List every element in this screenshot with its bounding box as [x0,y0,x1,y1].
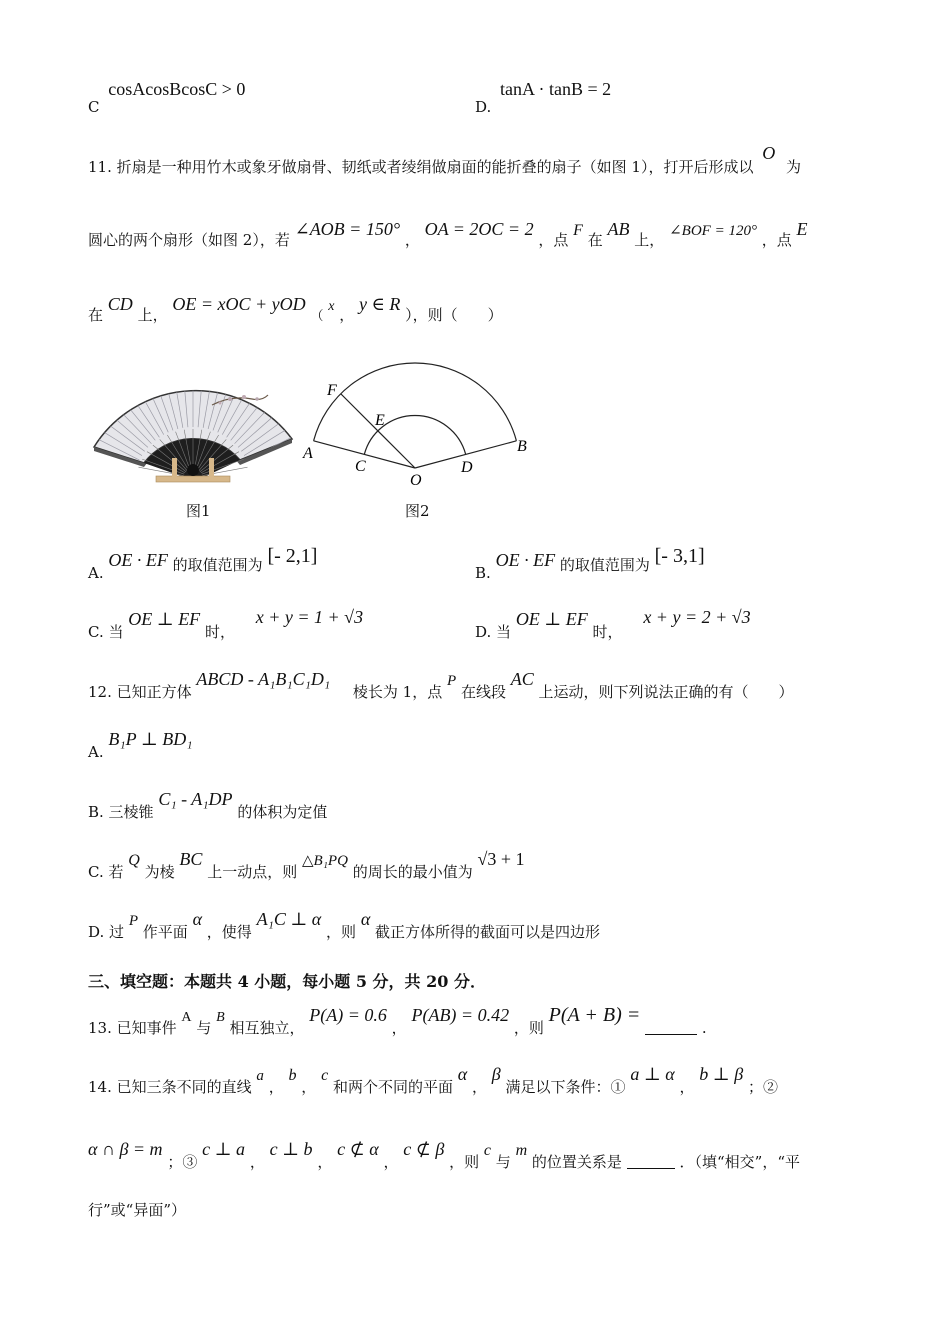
q11-stem-text: 在 [587,231,603,249]
q12-option-d [88,909,601,941]
q11-option-c-text: 时， [204,623,235,641]
q11-stem-text: 11. 折扇是一种用竹木或象牙做扇骨、韧纸或者绫绢做扇面的能折叠的扇子（如图 1），打开后形成以 [88,158,754,176]
q13-text: 与 [196,1019,212,1037]
q12-stem-text: 12. 已知正方体 [88,683,192,701]
fig2-label-b: B [517,438,527,455]
q11-option-d-expr: OE ⊥ EF [515,609,588,629]
q12-option-c-value: √3 + 1 [477,849,525,869]
q13-prob-ab: P(AB) = 0.42 [411,1005,510,1025]
q11-option-c-eq: x + y = 1 + √3 [255,607,364,627]
fig2-label-f: F [327,382,337,399]
q14-plane-alpha: α [457,1064,468,1084]
q14-line1 [88,1064,778,1096]
q14-text: 满足以下条件：① [505,1078,626,1096]
fig2-label-c: C [355,458,366,475]
q11-point-o: O [762,143,776,163]
q14-cond5: c ⊥ b [269,1139,313,1159]
q12-option-c-text: 为棱 [144,863,175,881]
q11-stem-line2 [88,219,808,249]
q13-period: . [701,1019,707,1037]
q12-option-b-label: B. 三棱锥 [88,803,154,821]
q12-stem-text: 在线段 [460,683,506,701]
q11-figure-1-caption: 图1 [186,502,211,520]
q12-option-b-text: 的体积为定值 [237,803,328,821]
q14-comma: ， [317,1153,333,1171]
q11-option-d-text: 时， [592,623,623,641]
fig2-label-d: D [461,459,473,476]
q11-vector-equation: OE = xOC + yOD [172,294,306,314]
q11-figure-2-sectors [295,355,540,495]
q14-line-c: c [483,1142,491,1159]
q11-stem-text: ，点 [761,231,792,249]
q13-event-b: B [216,1010,225,1025]
q12-stem-text: 上运动，则下列说法正确的有（ ） [538,683,794,701]
q13-text: 13. 已知事件 [88,1019,177,1037]
q14-text: 的位置关系是 [531,1153,622,1171]
q14-line-m: m [515,1142,528,1159]
q11-figure-2-caption: 图2 [405,502,430,520]
q11-option-b-range: [- 3,1] [654,545,705,567]
q14-comma: ， [383,1153,399,1171]
fig2-label-o: O [410,472,422,489]
q11-arc-cd: CD [107,294,133,314]
q12-option-d-text: ，使得 [206,923,252,941]
q14-text: 与 [495,1153,511,1171]
q14-line3 [88,1203,186,1218]
q14-cond4: c ⊥ a [202,1139,246,1159]
q11-option-a-label: A. [88,564,104,582]
fig2-segment-fo [341,394,415,468]
q11-var-y-real: y ∈ R [359,294,401,314]
q11-angle-aob: ∠AOB = 150° [294,219,401,239]
q12-segment-ac: AC [510,669,534,689]
q11-option-c-expr: OE ⊥ EF [128,609,201,629]
q11-option-a [88,545,318,582]
q11-option-a-range: [- 2,1] [267,545,318,567]
q10-option-d [475,79,612,116]
q12-option-a-label: A. [88,743,104,761]
q14-comma: ， [471,1078,487,1096]
q14-line-a: a [256,1068,264,1084]
q11-point-e: E [796,219,808,239]
q12-option-a-expr: B₁P ⊥ BD₁ [108,729,193,749]
q12-point-p: P [446,673,457,689]
q13-event-a: A [181,1010,192,1025]
q14-text: ；③ [167,1153,198,1171]
fig2-outer-arc [314,363,517,441]
q14-text: ；② [747,1078,778,1096]
q11-option-a-text: 的取值范围为 [172,556,263,574]
q12-option-c [88,849,525,881]
q11-stem-text: 在 [88,306,104,324]
q14-line-c: c [321,1067,329,1084]
q14-comma: ， [249,1153,265,1171]
q11-option-b-text: 的取值范围为 [559,556,650,574]
q12-option-d-text: ，则 [326,923,357,941]
q11-stem-line1 [88,143,802,176]
q14-line-b: b [288,1067,297,1084]
fig2-label-e: E [375,412,385,429]
q12-option-c-text: 的周长的最小值为 [352,863,473,881]
q11-option-c [88,607,364,641]
q14-text: 14. 已知三条不同的直线 [88,1078,252,1096]
q11-figure-1-fan [92,355,297,485]
q11-arc-ab: AB [607,219,630,239]
q12-option-d-cond: A₁C ⊥ α [256,909,322,929]
q12-triangle: △B₁PQ [302,853,348,869]
q11-stem-text: ，点 [538,231,569,249]
q14-text: 行”或“异面”） [88,1201,187,1219]
q12-option-c-label: C. 若 [88,863,124,881]
q11-option-d-eq: x + y = 2 + √3 [643,607,751,627]
q12-point-q: Q [128,852,140,869]
q13-prob-a: P(A) = 0.6 [309,1005,387,1025]
q12-plane-alpha: α [360,909,371,929]
q12-option-d-text: 作平面 [142,923,188,941]
q13-text: ，则 [513,1019,544,1037]
q12-option-d-label: D. 过 [88,923,125,941]
q11-stem-text: 上， [634,231,665,249]
q14-plane-beta: β [491,1064,501,1084]
q14-text: 和两个不同的平面 [332,1078,453,1096]
q11-comma: ， [404,231,420,249]
q12-stem [88,669,794,701]
q14-answer-blank[interactable] [627,1154,675,1169]
q12-point-p: P [128,913,138,929]
q14-comma: ， [301,1078,317,1096]
q11-option-b-label: B. [475,564,491,582]
q12-option-b [88,789,328,821]
q11-stem-text: 圆心的两个扇形（如图 2），若 [88,231,290,249]
q10-option-d-expr: tanA · tanB = 2 [500,79,612,99]
q12-stem-text: 棱长为 1，点 [352,683,443,701]
q13 [88,1004,707,1037]
q14-comma: ， [268,1078,284,1096]
q14-text: ，则 [449,1153,480,1171]
q11-comma: ， [339,306,355,324]
q12-edge-bc: BC [179,849,203,869]
q11-option-c-label: C. 当 [88,623,124,641]
q10-option-c-label: C [88,98,100,116]
q11-paren: （ [310,309,324,324]
q12-option-b-expr: C₁ - A₁DP [158,789,233,809]
q11-angle-bof: ∠BOF = 120° [669,223,757,239]
section-heading: 三、填空题：本题共 4 小题，每小题 5 分，共 20 分． [88,972,486,991]
q14-cond6: c ⊄ α [337,1139,379,1159]
fig2-label-a: A [303,445,313,462]
q11-stem-text: ），则（ ） [405,306,503,324]
q10-option-c [88,79,246,116]
q10-option-c-expr: cosAcosBcosC > 0 [108,79,246,99]
q14-cond1: a ⊥ α [630,1064,675,1084]
q14-cond2: b ⊥ β [699,1064,744,1084]
q14-comma: ， [679,1078,695,1096]
q11-option-b-expr: OE · EF [495,550,556,570]
q11-var-x: x [328,299,335,314]
q13-ask: P(A + B) = [548,1004,641,1026]
q11-length-oa: OA = 2OC = 2 [424,219,534,239]
q13-text: 相互独立， [229,1019,305,1037]
q12-cube: ABCD - A₁B₁C₁D₁ [196,669,331,689]
q10-option-d-label: D. [475,98,492,116]
q14-text: ．（填“相交”，“平 [679,1153,800,1171]
q14-cond7: c ⊄ β [403,1139,445,1159]
q12-option-c-text: 上一动点，则 [207,863,298,881]
q11-option-d-label: D. 当 [475,623,512,641]
q12-plane-alpha: α [192,909,203,929]
q11-stem-tail: 为 [786,158,802,176]
q13-answer-blank[interactable] [645,1020,697,1035]
q12-option-d-text: 截正方体所得的截面可以是四边形 [375,923,601,941]
q12-option-a [88,729,193,761]
q11-option-a-expr: OE · EF [108,550,168,570]
q11-stem-line3 [88,294,503,324]
q11-option-b [475,545,705,582]
q11-option-d [475,607,751,641]
q11-point-f: F [573,222,583,239]
q11-stem-text: 上， [137,306,168,324]
q14-cond3: α ∩ β = m [88,1139,163,1159]
q13-comma: ， [391,1019,407,1037]
q14-line2 [88,1139,800,1171]
